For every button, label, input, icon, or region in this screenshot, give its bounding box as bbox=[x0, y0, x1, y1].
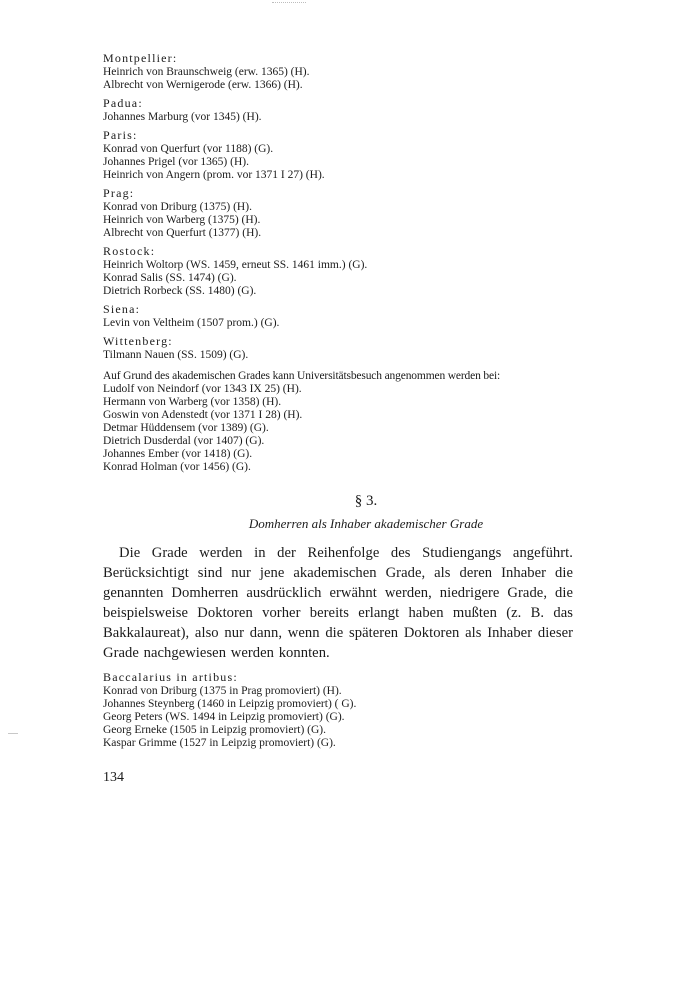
list-item: Dietrich Rorbeck (SS. 1480) (G). bbox=[103, 285, 257, 297]
list-item: Ludolf von Neindorf (vor 1343 IX 25) (H). bbox=[103, 383, 302, 395]
degree-basis-intro: Auf Grund des akademischen Grades kann Universitätsbesuch angenommen werden bei: bbox=[103, 370, 501, 382]
university-heading: Wittenberg: bbox=[103, 334, 173, 348]
list-item: Konrad Holman (vor 1456) (G). bbox=[103, 461, 251, 473]
list-item: Dietrich Dusderdal (vor 1407) (G). bbox=[103, 435, 265, 447]
list-item: Tilmann Nauen (SS. 1509) (G). bbox=[103, 349, 249, 361]
scan-mark-top bbox=[272, 2, 306, 3]
list-item: Goswin von Adenstedt (vor 1371 I 28) (H). bbox=[103, 409, 303, 421]
list-item: Konrad Salis (SS. 1474) (G). bbox=[103, 272, 237, 284]
list-item: Johannes Ember (vor 1418) (G). bbox=[103, 448, 253, 460]
university-heading: Siena: bbox=[103, 302, 141, 316]
university-list bbox=[103, 51, 573, 362]
list-item: Albrecht von Querfurt (1377) (H). bbox=[103, 227, 262, 239]
list-item: Levin von Veltheim (1507 prom.) (G). bbox=[103, 317, 280, 329]
list-item: Konrad von Driburg (1375 in Prag promoviert) (H). bbox=[103, 685, 342, 697]
list-item: Detmar Hüddensem (vor 1389) (G). bbox=[103, 422, 269, 434]
list-item: Hermann von Warberg (vor 1358) (H). bbox=[103, 396, 282, 408]
list-item: Kaspar Grimme (1527 in Leipzig promoviert) (G). bbox=[103, 737, 336, 749]
university-heading: Rostock: bbox=[103, 244, 156, 258]
list-item: Albrecht von Wernigerode (erw. 1366) (H). bbox=[103, 79, 303, 91]
university-heading: Prag: bbox=[103, 186, 135, 200]
list-item: Georg Erneke (1505 in Leipzig promoviert) (G). bbox=[103, 724, 327, 736]
text-column bbox=[103, 51, 573, 786]
section-title: Domherren als Inhaber akademischer Grade bbox=[248, 516, 484, 531]
list-item: Heinrich von Angern (prom. vor 1371 I 27) (H). bbox=[103, 169, 325, 181]
list-item: Johannes Prigel (vor 1365) (H). bbox=[103, 156, 249, 168]
list-item: Johannes Marburg (vor 1345) (H). bbox=[103, 111, 262, 123]
degree-list bbox=[103, 685, 573, 750]
section-number: § 3. bbox=[354, 493, 378, 509]
body-paragraph: Die Grade werden in der Reihenfolge des Studiengangs angeführt. Berücksichtigt sind nur jene akademischen Grade, als deren Inhaber die genannten Domherren ausdrücklich erwähnt werden, niedrigere Grade, die beispielsweise Doktoren vorher bereits erlangt haben mußten (z. B. das Bakkalaureat), also nur dann, wenn die späteren Doktoren als Inhaber dieser Grade nachgewiesen werden konnten. bbox=[103, 545, 573, 661]
university-heading: Paris: bbox=[103, 128, 138, 142]
list-item: Konrad von Driburg (1375) (H). bbox=[103, 201, 252, 213]
degree-basis-list bbox=[103, 383, 573, 474]
list-item: Konrad von Querfurt (vor 1188) (G). bbox=[103, 143, 274, 155]
page-number: 134 bbox=[103, 770, 124, 785]
list-item: Georg Peters (WS. 1494 in Leipzig promoviert) (G). bbox=[103, 711, 345, 723]
university-heading: Montpellier: bbox=[103, 51, 178, 65]
degree-heading: Baccalarius in artibus: bbox=[103, 670, 238, 684]
scan-mark-left bbox=[8, 733, 18, 734]
list-item: Heinrich von Braunschweig (erw. 1365) (H). bbox=[103, 66, 310, 78]
university-heading: Padua: bbox=[103, 96, 143, 110]
list-item: Heinrich von Warberg (1375) (H). bbox=[103, 214, 261, 226]
list-item: Johannes Steynberg (1460 in Leipzig promoviert) ( G). bbox=[103, 698, 357, 710]
list-item: Heinrich Woltorp (WS. 1459, erneut SS. 1461 imm.) (G). bbox=[103, 259, 368, 271]
